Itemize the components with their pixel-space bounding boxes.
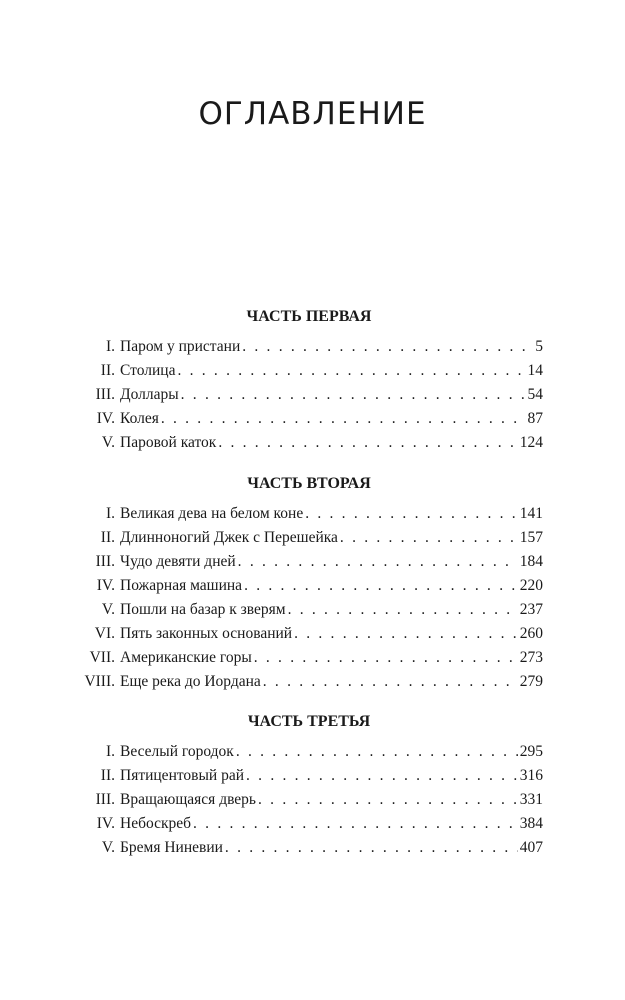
toc-entry[interactable] bbox=[75, 431, 543, 455]
toc-entry[interactable] bbox=[75, 383, 543, 407]
dot-leader bbox=[263, 670, 518, 694]
chapter-number: II. bbox=[100, 529, 115, 546]
chapter-title: Паровой каток bbox=[120, 434, 217, 451]
dot-leader bbox=[258, 788, 518, 812]
toc-entry[interactable] bbox=[75, 764, 543, 788]
part-heading: ЧАСТЬ ТРЕТЬЯ bbox=[247, 713, 371, 730]
dot-leader bbox=[305, 502, 518, 526]
chapter-title: Еще река до Иордана bbox=[120, 673, 261, 690]
chapter-number: III. bbox=[95, 553, 115, 570]
page-number: 295 bbox=[519, 743, 543, 760]
chapter-title: Бремя Ниневии bbox=[120, 839, 223, 856]
part-heading: ЧАСТЬ ВТОРАЯ bbox=[247, 475, 371, 492]
chapter-number: VI. bbox=[94, 625, 115, 642]
toc-entry[interactable] bbox=[75, 740, 543, 764]
dot-leader bbox=[181, 383, 526, 407]
page-number: 141 bbox=[519, 505, 543, 522]
page-number: 237 bbox=[519, 601, 543, 618]
chapter-title: Столица bbox=[120, 362, 176, 379]
chapter-title: Длинноногий Джек с Перешейка bbox=[120, 529, 338, 546]
toc-entry[interactable] bbox=[75, 670, 543, 694]
dot-leader bbox=[294, 622, 518, 646]
chapter-title: Пять законных оснований bbox=[120, 625, 293, 642]
dot-leader bbox=[340, 526, 518, 550]
part-heading: ЧАСТЬ ПЕРВАЯ bbox=[246, 308, 372, 325]
chapter-title: Великая дева на белом коне bbox=[120, 505, 304, 522]
page-number: 316 bbox=[519, 767, 543, 784]
toc-entry[interactable] bbox=[75, 812, 543, 836]
dot-leader bbox=[218, 431, 517, 455]
dot-leader bbox=[254, 646, 518, 670]
chapter-number: III. bbox=[95, 791, 115, 808]
chapter-number: III. bbox=[95, 386, 115, 403]
page-number: 124 bbox=[519, 434, 543, 451]
dot-leader bbox=[225, 836, 518, 860]
page-number: 407 bbox=[519, 839, 543, 856]
chapter-title: Пожарная машина bbox=[120, 577, 243, 594]
page-number: 279 bbox=[519, 673, 543, 690]
page-number: 157 bbox=[519, 529, 543, 546]
toc-entry[interactable] bbox=[75, 598, 543, 622]
dot-leader bbox=[246, 764, 518, 788]
chapter-title: Вращающаяся дверь bbox=[120, 791, 257, 808]
chapter-number: I. bbox=[105, 505, 115, 522]
page-number: 5 bbox=[535, 338, 543, 355]
toc-part-2 bbox=[75, 471, 543, 694]
chapter-number: II. bbox=[100, 362, 115, 379]
toc-entry[interactable] bbox=[75, 574, 543, 598]
page-number: 260 bbox=[519, 625, 543, 642]
chapter-number: IV. bbox=[96, 815, 115, 832]
toc-entry[interactable] bbox=[75, 622, 543, 646]
chapter-title: Небоскреб bbox=[120, 815, 192, 832]
dot-leader bbox=[161, 407, 526, 431]
dot-leader bbox=[236, 740, 518, 764]
page-number: 384 bbox=[519, 815, 543, 832]
chapter-title: Американские горы bbox=[120, 649, 252, 666]
page-number: 220 bbox=[519, 577, 543, 594]
chapter-number: V. bbox=[101, 434, 115, 451]
chapter-title: Веселый городок bbox=[120, 743, 234, 760]
dot-leader bbox=[242, 335, 533, 359]
chapter-title: Колея bbox=[120, 410, 159, 427]
dot-leader bbox=[288, 598, 518, 622]
toc-entry[interactable] bbox=[75, 359, 543, 383]
dot-leader bbox=[193, 812, 518, 836]
toc-part-3 bbox=[75, 709, 543, 860]
dot-leader bbox=[244, 574, 518, 598]
chapter-title: Пошли на базар к зверям bbox=[120, 601, 286, 618]
chapter-number: VIII. bbox=[84, 673, 115, 690]
toc-entry[interactable] bbox=[75, 526, 543, 550]
toc-entry[interactable] bbox=[75, 502, 543, 526]
chapter-title: Чудо девяти дней bbox=[120, 553, 236, 570]
chapter-number: I. bbox=[105, 338, 115, 355]
chapter-title: Паром у пристани bbox=[120, 338, 241, 355]
chapter-number: VII. bbox=[89, 649, 115, 666]
chapter-title: Доллары bbox=[120, 386, 179, 403]
toc-entry[interactable] bbox=[75, 407, 543, 431]
toc-entry[interactable] bbox=[75, 335, 543, 359]
page-title: ОГЛАВЛЕНИЕ bbox=[198, 96, 427, 132]
chapter-number: I. bbox=[105, 743, 115, 760]
page-number: 331 bbox=[519, 791, 543, 808]
toc-entry[interactable] bbox=[75, 550, 543, 574]
chapter-number: V. bbox=[101, 601, 115, 618]
chapter-number: IV. bbox=[96, 577, 115, 594]
page-number: 87 bbox=[527, 410, 543, 427]
toc-part-1 bbox=[75, 304, 543, 455]
dot-leader bbox=[177, 359, 525, 383]
chapter-number: V. bbox=[101, 839, 115, 856]
dot-leader bbox=[238, 550, 518, 574]
page-number: 54 bbox=[527, 386, 543, 403]
page-number: 273 bbox=[519, 649, 543, 666]
toc-entry[interactable] bbox=[75, 788, 543, 812]
toc-entry[interactable] bbox=[75, 646, 543, 670]
toc-entry[interactable] bbox=[75, 836, 543, 860]
chapter-number: IV. bbox=[96, 410, 115, 427]
page-number: 184 bbox=[519, 553, 543, 570]
page-number: 14 bbox=[527, 362, 543, 379]
chapter-title: Пятицентовый рай bbox=[120, 767, 245, 784]
chapter-number: II. bbox=[100, 767, 115, 784]
